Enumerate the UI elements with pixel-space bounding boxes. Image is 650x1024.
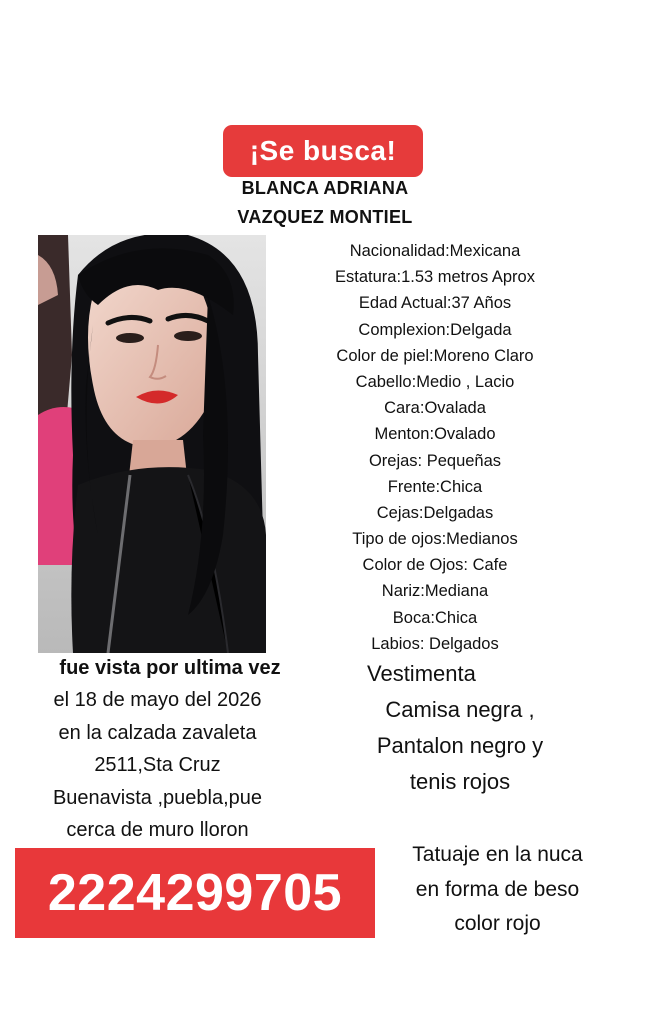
last-seen-heading: fue vista por ultima vez	[59, 657, 281, 679]
fact-nationality: Nacionalidad:Mexicana	[349, 242, 521, 260]
last-seen-details	[15, 684, 300, 847]
contact-phone[interactable]: 2224299705	[15, 848, 375, 938]
tattoo-location: Tatuaje en la nuca	[412, 843, 583, 866]
tattoo-section	[380, 838, 615, 942]
last-seen-date: el 18 de mayo del 2026	[53, 689, 262, 711]
tattoo-color: color rojo	[454, 912, 541, 935]
last-seen-number: 2511,Sta Cruz	[94, 754, 221, 776]
se-busca-badge: ¡Se busca!	[223, 125, 423, 177]
fact-forehead: Frente:Chica	[387, 477, 483, 496]
person-photo	[38, 235, 266, 653]
fact-face: Cara:Ovalada	[384, 399, 486, 418]
last-seen-city: Buenavista ,puebla,pue	[52, 786, 263, 809]
tattoo-shape: en forma de beso	[415, 877, 580, 901]
clothing-shoes: tenis rojos	[409, 769, 511, 794]
person-name-first: BLANCA ADRIANA	[241, 178, 409, 198]
fact-age: Edad Actual:37 Años	[358, 294, 512, 313]
fact-eye-color: Color de Ojos: Cafe	[362, 556, 508, 575]
fact-lips: Labios: Delgados	[371, 634, 499, 653]
clothing-section	[345, 656, 575, 800]
person-name-last: VAZQUEZ MONTIEL	[237, 207, 413, 227]
clothing-pants: Pantalon negro y	[376, 733, 544, 758]
last-seen-street: en la calzada zavaleta	[58, 721, 257, 744]
fact-ears: Orejas: Pequeñas	[368, 451, 502, 470]
fact-eye-type: Tipo de ojos:Medianos	[352, 530, 518, 549]
fact-nose: Nariz:Mediana	[381, 582, 489, 601]
clothing-heading: Vestimenta	[367, 661, 476, 686]
physical-description-list	[300, 238, 570, 657]
fact-eyebrows: Cejas:Delgadas	[376, 503, 494, 522]
fact-mouth: Boca:Chica	[392, 608, 478, 627]
fact-chin: Menton:Ovalado	[374, 425, 496, 444]
last-seen-landmark: cerca de muro lloron	[66, 819, 249, 841]
fact-hair: Cabello:Medio , Lacio	[355, 372, 515, 391]
clothing-shirt: Camisa negra ,	[385, 697, 535, 722]
fact-height: Estatura:1.53 metros Aprox	[335, 268, 535, 287]
fact-build: Complexion:Delgada	[358, 320, 512, 339]
fact-skin-color: Color de piel:Moreno Claro	[336, 346, 534, 365]
person-photo-illustration	[38, 235, 266, 653]
